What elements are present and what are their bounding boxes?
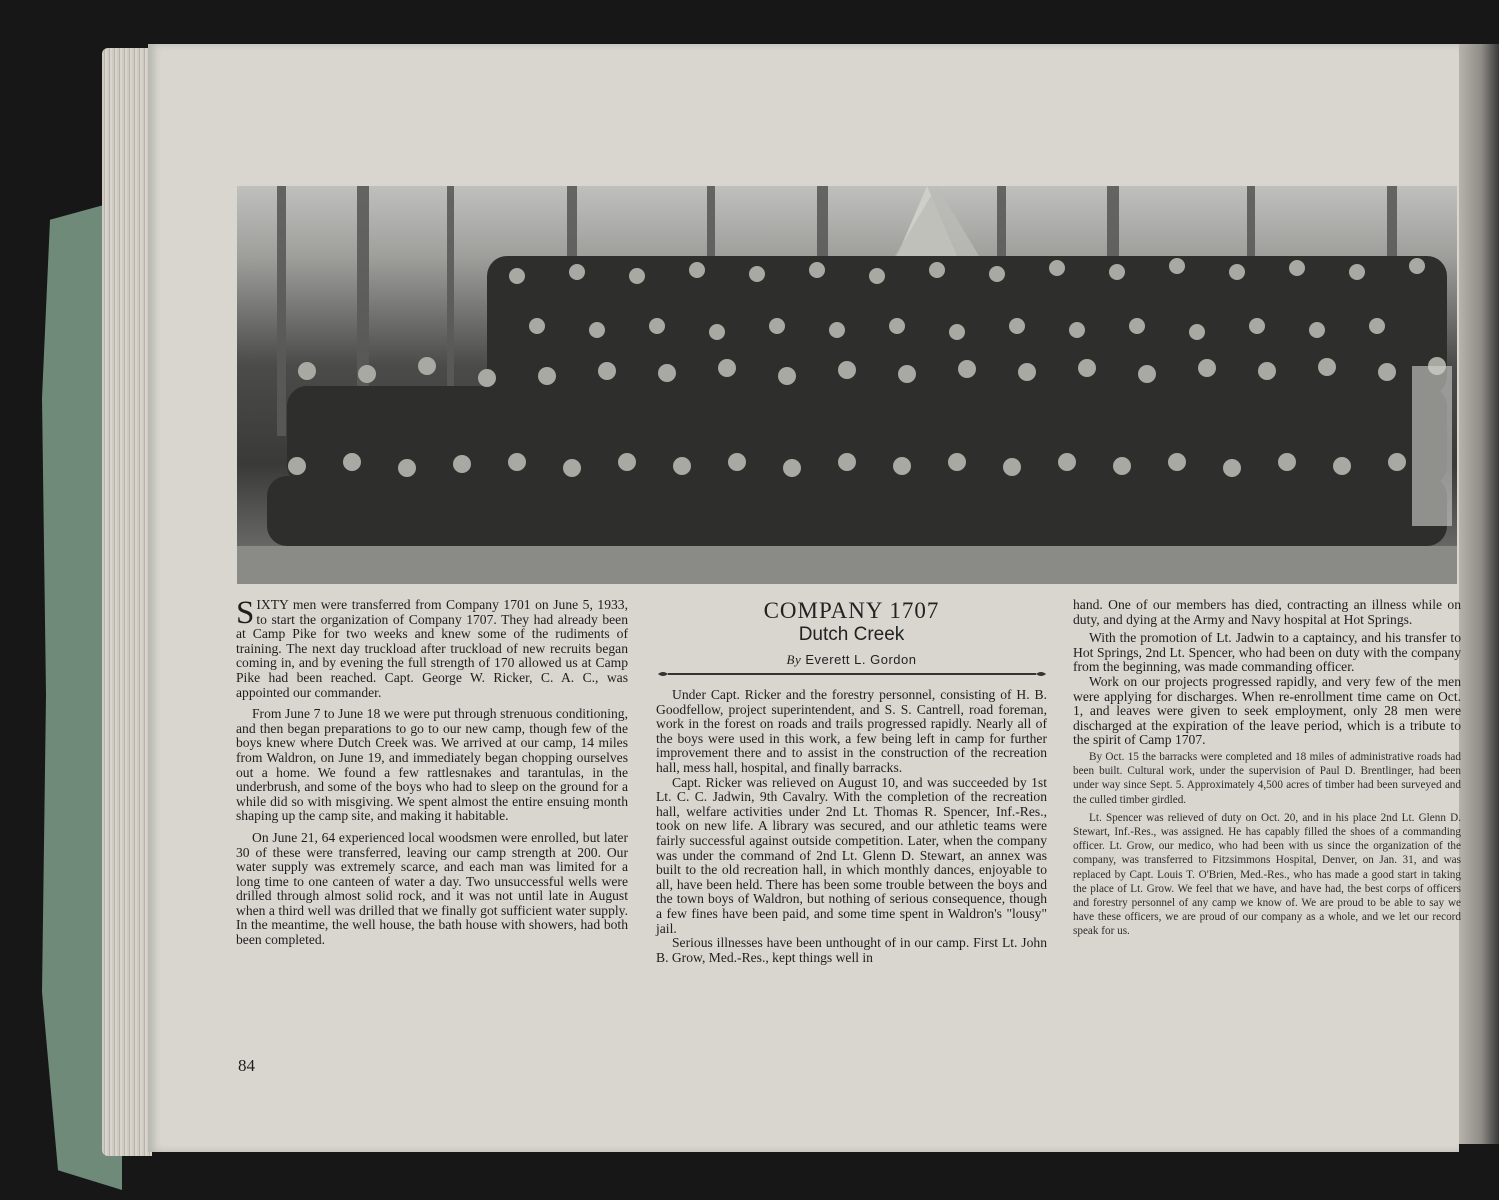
byline-prefix: By [786, 652, 802, 667]
article-title: COMPANY 1707 [763, 598, 940, 623]
paragraph: Capt. Ricker was relieved on August 10, and was succeeded by 1st Lt. C. C. Jadwin, 9th Cavalry. With the completion of the recreation hall, welfare activities under 2nd Lt. Thomas R. Spencer, Inf.-Res., took on new life. A library was secured, and our athletic teams were fairly successful against outside competition. Later, when the company was under the command of 2nd Lt. Glenn D. Stewart, an annex was built to the old recreation hall, in which monthly dances, enjoyable to all, have been held. There has been some trouble between the boys and the town boys of Waldron, but nothing of serious consequence, though a few fines have been paid, and some time spent in Waldron's "lousy" jail. [656, 774, 1047, 936]
paragraph: hand. One of our members has died, contracting an illness while on duty, and dying at the Army and Navy hospital at Hot Springs. [1073, 597, 1461, 627]
drop-cap: S [236, 595, 255, 631]
ornamental-rule [658, 670, 1046, 678]
page-edges [102, 48, 152, 1156]
paragraph: With the promotion of Lt. Jadwin to a captaincy, and his transfer to Hot Springs, 2nd Lt. Spencer, who had been on duty with the company from the beginning, was made commanding officer. [1073, 630, 1461, 675]
article-column-1 [236, 595, 628, 948]
article-subtitle: Dutch Creek [798, 624, 905, 645]
company-group-photo [237, 186, 1457, 584]
paragraph [236, 595, 628, 700]
paragraph: Under Capt. Ricker and the forestry personnel, consisting of H. B. Goodfellow, project superintendent, and S. S. Cantrell, road foreman, work in the forest on roads and trails progressed rapidly. Nearly all of the boys were used in this work, a few being left in camp for further improvement there and to assist in the construction of the recreation hall, mess hall, hospital, and finally barracks. [656, 687, 1047, 775]
article-heading [656, 598, 1047, 669]
page-number: 84 [238, 1056, 255, 1075]
paragraph: By Oct. 15 the barracks were completed and 18 miles of administrative roads had been built. Cultural work, under the supervision of Paul D. Brentlinger, had been under way since Sept. 5. Approximately 4,500 acres of timber had been surveyed and the culled timber girdled. [1073, 750, 1461, 806]
book-spine [1455, 44, 1499, 1144]
paragraph: Lt. Spencer was relieved of duty on Oct. 20, and in his place 2nd Lt. Glenn D. Stewart, Inf.-Res., was assigned. He has capably filled the shoes of a commanding officer. Lt. Grow, our medico, who had been with us since the organization of the company, was transferred to Fitzsimmons Hospital, Denver, on Jan. 31, and was replaced by Capt. Louis T. O'Brien, Med.-Res., who has made a good start in taking the place of Lt. Grow. We feel that we have, and have had, the best corps of officers and forestry personnel of any camp we know of. We are proud to be able to say we have these officers, we are proud of our company as a whole, and we let our record speak for us. [1073, 811, 1461, 938]
paragraph: Serious illnesses have been unthought of in our camp. First Lt. John B. Grow, Med.-Res., kept things well in [656, 935, 1047, 965]
article-column-2 [656, 688, 1047, 965]
paragraph: On June 21, 64 experienced local woodsmen were enrolled, but later 30 of these were transferred, leaving our camp strength at 200. Our water supply was extremely scarce, and each man was limited for a long time to one canteen of water a day. Two unsuccessful wells were drilled through almost solid rock, and it was not until late in August when a third well was drilled that we finally got sufficient water supply. In the meantime, the well house, the bath house with showers, had both been completed. [236, 829, 628, 948]
author-name: Everett L. Gordon [805, 652, 917, 667]
paragraph: From June 7 to June 18 we were put through strenuous conditioning, and then began preparations to go to our new camp, though few of the boys knew where Dutch Creek was. We arrived at our camp, 14 miles from Waldron, on June 19, and immediately began chopping ourselves out a home. We found a few rattlesnakes and tarantulas, in the underbrush, and some of the boys who had to sleep on the ground for a while did so with misgiving. We spent almost the entire ensuing month shaping up the camp site, and making it habitable. [236, 706, 628, 824]
article-column-3 [1073, 598, 1461, 939]
byline [656, 651, 1047, 669]
paragraph: Work on our projects progressed rapidly, and very few of the men were applying for discharges. When re-enrollment time came on Oct. 1, and leaves were given to seek employment, only 28 men were discharged at the expiration of the leave period, which is a tribute to the spirit of Camp 1707. [1073, 673, 1461, 748]
paragraph-text: IXTY men were transferred from Company 1701 on June 5, 1933, to start the organization of Company 1707. They had already been at Camp Pike for two weeks and knew some of the rudiments of training. The next day truckload after truckload of new recruits began coming in, and by evening the full strength of 170 allowed us at Camp Pike had been reached. Capt. George W. Ricker, C. A. C., was appointed our commander. [236, 597, 628, 700]
